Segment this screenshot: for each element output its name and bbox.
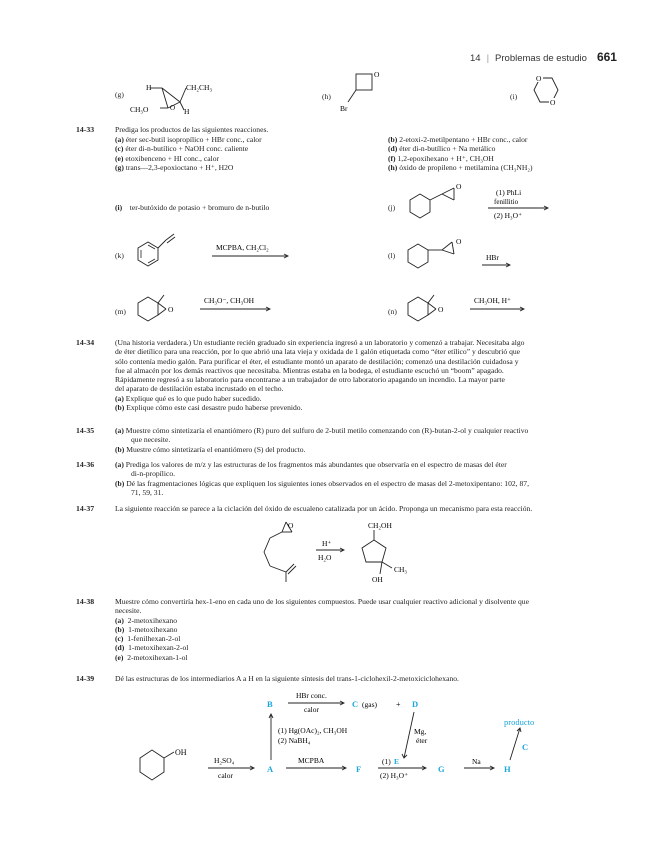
h2so4-reagent: H₂SO₄ <box>214 756 235 765</box>
item-key: (b) <box>115 624 125 634</box>
problem-14-36 <box>115 460 650 497</box>
item-key: (a) <box>115 135 124 144</box>
item-key: (a) <box>115 426 124 435</box>
reaction-l <box>398 232 528 282</box>
intermediate-f: F <box>356 764 362 774</box>
cyclohexanol-oh: OH <box>175 748 187 757</box>
problem-text: Muestre cómo convertiría hex-1-eno en cada uno de los siguientes compuestos. Puede usar cualquier reactivo adicional y disolvente que <box>115 597 529 606</box>
label-n: (n) <box>388 307 397 316</box>
reaction-14-37 <box>256 518 426 590</box>
intermediate-a: A <box>267 764 274 774</box>
item-key: (d) <box>115 643 125 653</box>
acid-label: H⁺ <box>322 539 332 548</box>
mcpba-reagent: MCPBA <box>298 756 325 765</box>
dioxane-i-structure <box>526 70 566 118</box>
item-text: Prediga los valores de m/z y las estructuras de los fragmentos más abundantes que observaría en el espectro de masas del éter <box>125 460 507 469</box>
k-reagent: MCPBA, CH₂Cl₂ <box>216 243 269 252</box>
n-oxygen: O <box>438 305 444 314</box>
item-key: (b) <box>115 444 125 454</box>
intermediate-c: C <box>352 699 359 709</box>
item-key: (c) <box>115 144 124 154</box>
item-14-33-i: (i) ter-butóxido de potasio + bromuro de n-butilo <box>115 203 270 212</box>
h3o-reagent: (2) H₃O⁺ <box>380 771 409 780</box>
product-hydroxyl: OH <box>372 575 383 584</box>
plus-sign: + <box>396 700 401 709</box>
item-text: 2-metoxihexan-1-ol <box>127 652 188 662</box>
problem-number-14-36: 14-36 <box>76 460 95 469</box>
label-i: (i) <box>510 92 518 101</box>
squalene-oxygen: O <box>288 521 294 530</box>
g-h1: H <box>146 83 152 92</box>
problem-14-33-intro: Prediga los productos de las siguientes reacciones. <box>115 125 269 134</box>
item-text: éter sec-butil isopropílico + HBr conc., calor <box>125 135 262 144</box>
item-text: 2-metoxihexano <box>127 615 178 625</box>
item-key: (b) <box>115 478 125 488</box>
item-text: 2-etoxi-2-metilpentano + HBr conc., calor <box>399 135 528 144</box>
problem-14-33-right-list <box>388 135 533 172</box>
g-h2: H <box>184 107 190 116</box>
item-key: (c) <box>115 634 124 643</box>
label-m: (m) <box>115 307 126 316</box>
label-j: (j) <box>388 203 396 212</box>
problem-14-33-left-list <box>115 135 262 172</box>
item-text: Muestre cómo sintetizaría el enantiómero (R) puro del sulfuro de 2-butil metilo comenzando con (R)-butan-2-ol y cualquier reactivo <box>125 426 529 435</box>
problem-number-14-37: 14-37 <box>76 504 95 513</box>
section-title: Problemas de estudio <box>495 53 587 64</box>
problem-number-14-34: 14-34 <box>76 338 95 347</box>
i-oxygen-1: O <box>536 74 542 83</box>
g-methoxy: CH₃O <box>130 105 149 114</box>
item-key: (e) <box>115 652 124 662</box>
l-oxygen: O <box>456 237 462 246</box>
item-text: Explique qué es lo que pudo haber sucedido. <box>125 393 262 403</box>
label-h: (h) <box>322 92 331 101</box>
hg-reagent-2: (2) NaBH₄ <box>278 736 311 745</box>
item-text: éter di-n-butílico + Na metálico <box>399 144 496 154</box>
story-line: sólo contenía medio galón. Para purificar el éter, el estudiante montó un aparato de destilación; comenzó una destilación cuidadosa y <box>115 356 519 366</box>
reaction-j <box>398 180 568 230</box>
chapter-number: 14 <box>470 53 481 64</box>
label-l: (l) <box>388 251 396 260</box>
item-text: Muestre cómo sintetizaría el enantiómero (S) del producto. <box>126 444 306 454</box>
page-header: 14 | Problemas de estudio 661 <box>470 50 617 64</box>
synthesis-scheme-14-39 <box>130 688 570 798</box>
item-key: (e) <box>115 153 124 163</box>
n-reagent: CH₃OH, H⁺ <box>474 296 511 305</box>
problem-number-14-38: 14-38 <box>76 597 95 606</box>
j-reagent-1b: fenillitio <box>494 198 519 206</box>
epoxide-g-structure <box>130 78 240 118</box>
item-text: Dé las fragmentaciones lógicas que expliquen los siguientes iones observados en el espectro de masas del 2-metoxipentano: 102, 87, <box>126 478 529 488</box>
m-reagent: CH₃O⁻, CH₃OH <box>204 296 255 305</box>
g-ethyl: CH₂CH₃ <box>186 83 213 92</box>
hbr-reagent: HBr conc. <box>296 691 327 700</box>
problem-text-cont: necesite. <box>115 606 142 616</box>
story-line: fue al almacén por los demás reactivos que necesitaba. Mientras estaba en la bodega, el estudiante escuchó un “boom” apagado. <box>115 365 504 375</box>
label-k: (k) <box>115 251 124 260</box>
item-text-cont: 71, 59, 31. <box>131 487 164 497</box>
item-key: (b) <box>388 135 398 144</box>
intermediate-d: D <box>412 699 419 709</box>
j-reagent-2: (2) H₃O⁺ <box>494 211 523 220</box>
g-oxygen: O <box>170 104 176 112</box>
step-1-label: (1) <box>382 757 391 766</box>
story-line: Rápidamente regresó a su laboratorio para encontrarse a un trabajador de otro laboratorio apagando un incendio. La mayor parte <box>115 375 505 384</box>
j-reagent-1: (1) PhLi <box>496 188 522 197</box>
reaction-k <box>128 230 298 275</box>
gas-label: (gas) <box>362 700 377 709</box>
item-text: óxido de propileno + metilamina (CH₃NH₂) <box>399 162 533 172</box>
item-text-cont: que necesite. <box>131 435 171 445</box>
item-key: (f) <box>388 153 396 163</box>
product-methyl: CH₃ <box>394 565 408 574</box>
story-line: (Una historia verdadera.) Un estudiante recién graduado sin experiencia ingresó a un laboratorio y comenzó a trabajar. Necesitaba algo <box>115 338 525 347</box>
water-label: H₂O <box>318 553 332 562</box>
item-text: Explique cómo este casi desastre pudo haberse prevenido. <box>126 402 303 412</box>
item-key: (a) <box>115 615 124 625</box>
problem-number-14-39: 14-39 <box>76 674 95 683</box>
h-bromine: Br <box>340 104 348 113</box>
h-oxygen: O <box>374 70 380 79</box>
item-text: trans—2,3-epoxioctano + H⁺, H2O <box>125 162 234 172</box>
story-line: de éter dietílico para una reacción, por lo que abrió una lata vieja y oxidada de 1 galón etiquetada como “éter etílico” y descubrió que <box>115 347 521 357</box>
item-key: (a) <box>115 393 124 403</box>
item-text: etoxibenceno + HI conc., calor <box>125 153 220 163</box>
problem-14-38 <box>115 597 650 662</box>
reaction-n <box>398 285 538 330</box>
item-key: (d) <box>388 144 398 154</box>
item-key: (h) <box>388 162 398 172</box>
item-text: ter-butóxido de potasio + bromuro de n-butilo <box>129 203 270 212</box>
item-text: 1-metoxihexan-2-ol <box>128 643 189 653</box>
calor-reagent-2: calor <box>304 705 319 714</box>
mg-reagent: Mg, <box>414 727 427 736</box>
problem-14-34-story <box>115 338 650 412</box>
l-reagent: HBr <box>486 253 499 262</box>
item-key: (g) <box>115 162 124 172</box>
problem-14-39-text: Dé las estructuras de los intermediarios A a H en la siguiente síntesis del trans-1-ciclohexil-2-metoxiciclohexano. <box>115 674 459 683</box>
intermediate-h: H <box>504 764 511 774</box>
reagent-c-final: C <box>522 742 529 752</box>
hg-reagent-1: (1) Hg(OAc)₂, CH₃OH <box>278 726 348 735</box>
item-text: 1,2-epoxihexano + H⁺, CH₃OH <box>397 153 494 163</box>
oxetane-h-structure <box>340 64 380 119</box>
story-line: del aparato de destilación estaba incrustado en el techo. <box>115 384 284 394</box>
m-oxygen: O <box>168 305 174 314</box>
item-text: 1-metoxihexano <box>128 624 178 634</box>
final-product-label: producto <box>504 717 535 727</box>
problem-14-35 <box>115 426 650 454</box>
intermediate-e: E <box>394 757 400 766</box>
intermediate-b: B <box>267 699 273 709</box>
problem-number-14-35: 14-35 <box>76 426 95 435</box>
na-reagent: Na <box>472 757 481 766</box>
product-hydroxymethyl: CH₂OH <box>368 521 392 530</box>
intermediate-g: G <box>438 764 445 774</box>
label-g: (g) <box>115 90 124 99</box>
problem-number-14-33: 14-33 <box>76 125 95 134</box>
item-text-cont: di-n-propílico. <box>131 469 176 479</box>
calor-reagent-1: calor <box>218 771 233 780</box>
reaction-m <box>128 285 288 330</box>
i-oxygen-2: O <box>550 98 556 107</box>
problem-14-37-text: La siguiente reacción se parece a la ciclación del óxido de escualeno catalizada por un ácido. Proponga un mecanismo para esta reacción. <box>115 504 533 513</box>
page-number: 661 <box>596 50 617 64</box>
eter-reagent: éter <box>416 736 428 745</box>
item-key: (a) <box>115 460 124 469</box>
j-oxygen: O <box>456 182 462 191</box>
item-key: (b) <box>115 402 125 412</box>
item-text: 1-fenilhexan-2-ol <box>127 634 181 643</box>
item-text: éter di-n-butílico + NaOH conc. caliente <box>125 144 249 154</box>
